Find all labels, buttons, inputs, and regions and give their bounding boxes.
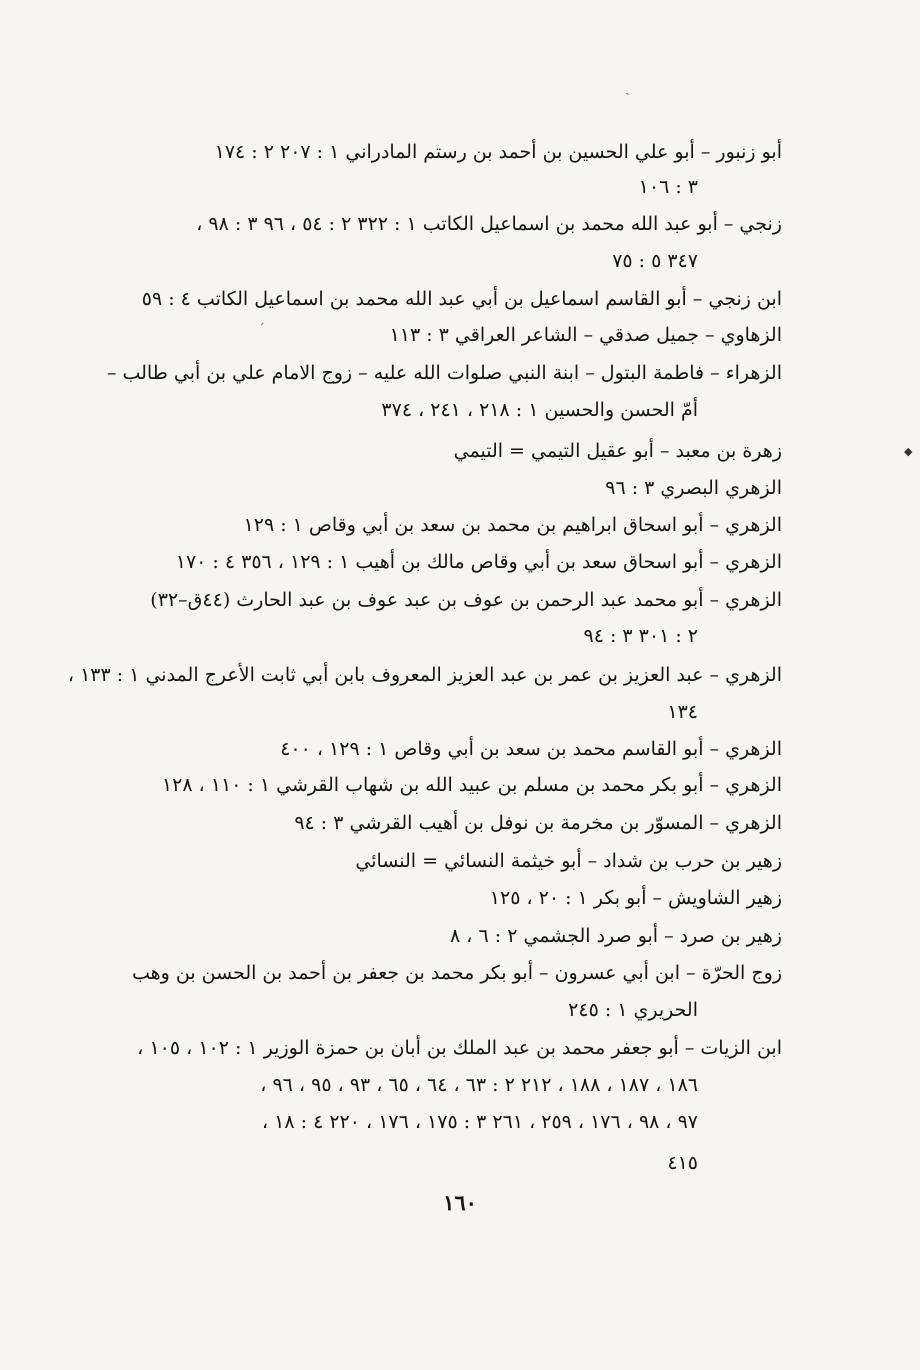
index-entry-line: ابن زنجي – أبو القاسم اسماعيل بن أبي عبد الله محمد بن اسماعيل الكاتب ٤ : ٥٩ — [141, 288, 782, 310]
index-entry-line: الزهري – أبو بكر محمد بن مسلم بن عبيد الله بن شهاب القرشي ١ : ١١٠ ، ١٢٨ — [161, 774, 782, 796]
index-entry-continuation: الحريري ١ : ٢٤٥ — [568, 999, 698, 1021]
index-entry-line: الزهري البصري ٣ : ٩٦ — [605, 477, 782, 499]
page-number: ١٦٠ — [443, 1190, 477, 1215]
index-entry-line: ابن الزيات – أبو جعفر محمد بن عبد الملك بن أبان بن حمزة الوزير ١ : ١٠٢ ، ١٠٥ ، — [137, 1037, 782, 1059]
index-entry-line: الزهري – أبو اسحاق ابراهيم بن محمد بن سعد بن أبي وقاص ١ : ١٢٩ — [243, 514, 782, 536]
scan-speck: ˊ — [258, 322, 265, 338]
index-entry-line: الزهاوي – جميل صدقي – الشاعر العراقي ٣ : ١١٣ — [389, 324, 782, 346]
index-entry-line: الزهراء – فاطمة البتول – ابنة النبي صلوات الله عليه – زوج الامام علي بن أبي طالب – — [106, 362, 782, 384]
index-entry-line: الزهري – أبو محمد عبد الرحمن بن عوف بن عبد عوف بن عبد الحارث (٤٤ق–٣٢) — [150, 589, 782, 611]
index-entry-line: الزهري – أبو اسحاق سعد بن أبي وقاص مالك بن أهيب ١ : ١٢٩ ، ٣٥٦ ٤ : ١٧٠ — [175, 551, 782, 573]
index-entry-continuation: ٣٤٧ ٥ : ٧٥ — [612, 250, 698, 272]
index-entry-line: زوج الحرّة – ابن أبي عسرون – أبو بكر محمد بن جعفر بن أحمد بن الحسن بن وهب — [131, 962, 782, 984]
index-entry-line: زنجي – أبو عبد الله محمد بن اسماعيل الكاتب ١ : ٣٢٢ ٢ : ٥٤ ، ٩٦ ٣ : ٩٨ ، — [196, 213, 782, 235]
index-entry-continuation: ١٨٦ ، ١٨٧ ، ١٨٨ ، ٢١٢ ٢ : ٦٣ ، ٦٤ ، ٦٥ ، ٩٣ ، ٩٥ ، ٩٦ ، — [260, 1074, 698, 1096]
index-entry-continuation: ٤١٥ — [667, 1152, 698, 1174]
index-entry-line: الزهري – المسوّر بن مخرمة بن نوفل بن أهيب القرشي ٣ : ٩٤ — [294, 812, 782, 834]
index-entry-line: زهير الشاويش – أبو بكر ١ : ٢٠ ، ١٢٥ — [489, 887, 782, 909]
index-entry-continuation: ٣ : ١٠٦ — [638, 176, 698, 198]
index-entry-line: زهرة بن معبد – أبو عقيل التيمي = التيمي — [453, 440, 782, 462]
index-entry-line: زهير بن صرد – أبو صرد الجشمي ٢ : ٦ ، ٨ — [450, 925, 782, 947]
index-entry-line: الزهري – أبو القاسم محمد بن سعد بن أبي وقاص ١ : ١٢٩ ، ٤٠٠ — [280, 738, 782, 760]
index-entry-continuation: ٢ : ٣٠١ ٣ : ٩٤ — [583, 625, 698, 647]
index-entry-continuation: أمّ الحسن والحسين ١ : ٢١٨ ، ٢٤١ ، ٣٧٤ — [381, 399, 698, 421]
index-entry-line: زهير بن حرب بن شداد – أبو خيثمة النسائي = النسائي — [355, 850, 782, 872]
index-entry-continuation: ١٣٤ — [667, 701, 698, 723]
index-entry-continuation: ٩٧ ، ٩٨ ، ١٧٦ ، ٢٥٩ ، ٢٦١ ٣ : ١٧٥ ، ١٧٦ ، ٢٢٠ ٤ : ١٨ ، — [262, 1111, 698, 1133]
index-entry-line: أبو زنبور – أبو علي الحسين بن أحمد بن رستم المادراني ١ : ٢٠٧ ٢ : ١٧٤ — [214, 141, 782, 163]
scan-speck: ˏ — [625, 80, 630, 96]
index-entry-line: الزهري – عبد العزيز بن عمر بن عبد العزيز المعروف بابن أبي ثابت الأعرج المدني ١ : ١٣٣ ، — [67, 664, 782, 686]
scan-speck: ◆ — [904, 445, 913, 458]
